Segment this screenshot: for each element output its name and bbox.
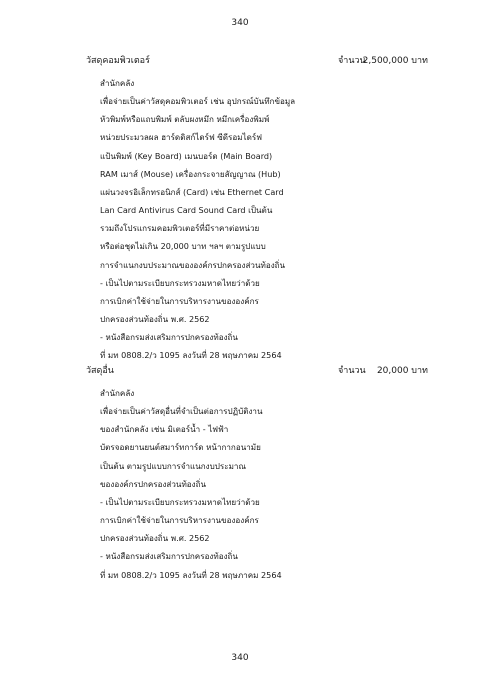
item-amount: 20,000 บาท <box>376 366 428 376</box>
description-line: แป้นพิมพ์ (Key Board) เมนบอร์ด (Main Board) <box>100 150 273 161</box>
page-number-top: 340 <box>231 18 249 28</box>
description-line: ของสำนักคลัง เช่น มิเตอร์น้ำ - ไฟฟ้า <box>100 424 229 435</box>
description-line: - เป็นไปตามระเบียบกระทรวงมหาดไทยว่าด้วย <box>100 496 260 507</box>
budget-item-other-supplies <box>86 363 456 584</box>
description-line: ที่ มท 0808.2/ว 1095 ลงวันที่ 28 พฤษภาคม 2564 <box>100 350 282 361</box>
quantity-label: จำนวน <box>338 56 366 66</box>
description-line: แผ่นวงจรอิเล็กทรอนิกส์ (Card) เช่น Ethernet Card <box>100 186 284 197</box>
description-line: เป็นต้น ตามรูปแบบการจำแนกงบประมาณ <box>100 460 246 471</box>
description-line: สำนักคลัง <box>100 388 135 398</box>
description-line: บัตรจอดยานยนต์สมาร์ทการ์ด หน้ากากอนามัย <box>100 442 261 453</box>
description-line: - หนังสือกรมส่งเสริมการปกครองท้องถิ่น <box>100 332 238 343</box>
item-title: วัสดุคอมพิวเตอร์ <box>86 56 150 66</box>
page-number-bottom: 340 <box>231 653 249 663</box>
description-line: หัวพิมพ์หรือแถบพิมพ์ ตลับผงหมึก หมึกเครื่องพิมพ์ <box>100 114 270 125</box>
budget-item-computer-supplies <box>86 53 456 365</box>
description-line: การเบิกค่าใช้จ่ายในการบริหารงานขององค์กร <box>100 295 259 306</box>
description-line: RAM เมาส์ (Mouse) เครื่องกระจายสัญญาณ (Hub) <box>100 168 281 179</box>
item-header <box>86 363 456 379</box>
description-line: ที่ มท 0808.2/ว 1095 ลงวันที่ 28 พฤษภาคม 2564 <box>100 569 282 580</box>
description-line: - เป็นไปตามระเบียบกระทรวงมหาดไทยว่าด้วย <box>100 277 260 288</box>
description-line: เพื่อจ่ายเป็นค่าวัสดุอื่นที่จำเป็นต่อการปฏิบัติงาน <box>100 406 263 417</box>
description-line: หรือต่อชุดไม่เกิน 20,000 บาท ฯลฯ ตามรูปแบบ <box>100 241 266 252</box>
description-line: สำนักคลัง <box>100 78 135 88</box>
item-description <box>100 384 456 584</box>
description-line: หน่วยประมวลผล ฮาร์ดดิสก์ไดร์ฟ ซีดีรอมไดร์ฟ <box>100 132 262 143</box>
description-line: Lan Card Antivirus Card Sound Card เป็นต้น <box>100 205 273 216</box>
quantity-label: จำนวน <box>338 366 366 376</box>
description-line: เพื่อจ่ายเป็นค่าวัสดุคอมพิวเตอร์ เช่น อุปกรณ์บันทึกข้อมูล <box>100 96 296 107</box>
item-amount: 2,500,000 บาท <box>362 56 428 66</box>
description-line: - หนังสือกรมส่งเสริมการปกครองท้องถิ่น <box>100 551 238 562</box>
description-line: ขององค์กรปกครองส่วนท้องถิ่น <box>100 478 207 489</box>
item-title: วัสดุอื่น <box>86 366 114 376</box>
description-line: ปกครองส่วนท้องถิ่น พ.ศ. 2562 <box>100 314 210 325</box>
description-line: การจำแนกงบประมาณขององค์กรปกครองส่วนท้องถิ่น <box>100 259 286 270</box>
description-line: รวมถึงโปรแกรมคอมพิวเตอร์ที่มีราคาต่อหน่วย <box>100 223 260 234</box>
description-line: การเบิกค่าใช้จ่ายในการบริหารงานขององค์กร <box>100 515 259 526</box>
item-description <box>100 74 456 365</box>
item-header <box>86 53 456 69</box>
description-line: ปกครองส่วนท้องถิ่น พ.ศ. 2562 <box>100 533 210 544</box>
